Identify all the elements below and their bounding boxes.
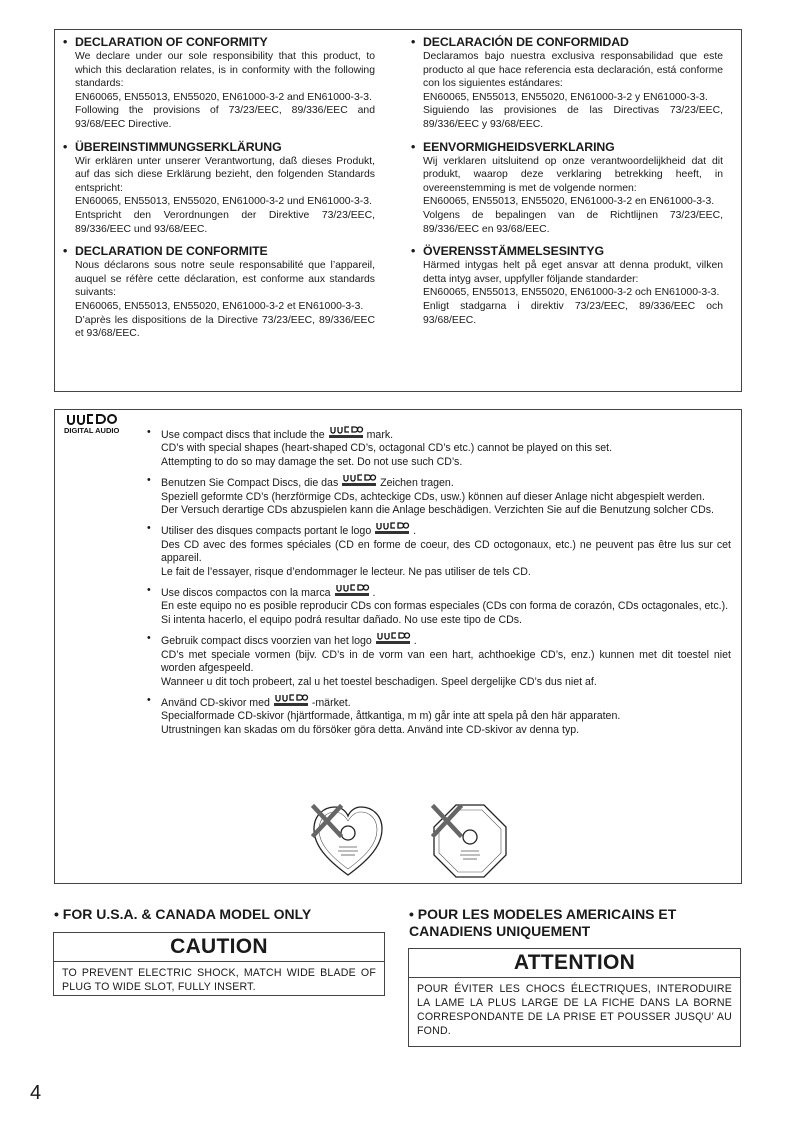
caution-box	[53, 932, 385, 996]
declaration-line: Declaramos bajo nuestra exclusiva responsabilidad que este producto al que hace referencia esta declaración, está conforme con los siguientes estándares:	[423, 51, 723, 90]
declaration-heading	[411, 244, 723, 259]
svg-text:DIGITAL AUDIO: DIGITAL AUDIO	[64, 426, 120, 435]
cd-instruction-detail	[161, 710, 731, 737]
compact-disc-logo-icon	[341, 474, 377, 488]
declaration-column-right	[411, 35, 723, 335]
declaration-line: Entspricht den Verordnungen der Direktive 73/23/EEC, 89/336/EEC und 93/68/EEC.	[75, 209, 375, 235]
declaration-body	[75, 50, 375, 132]
declaration-line: EN60065, EN55013, EN55020, EN61000-3-2 en EN61000-3-3.	[423, 196, 715, 208]
bullet: •	[409, 906, 414, 922]
bullet: •	[411, 35, 416, 49]
cd-instruction-text-after: -märket.	[311, 696, 351, 709]
cd-instruction-item	[147, 474, 731, 517]
american-canadian-heading	[409, 906, 739, 940]
bullet: •	[147, 522, 151, 535]
declaration-body	[75, 259, 375, 341]
declaration-block	[411, 35, 723, 132]
bullet: •	[54, 906, 59, 922]
cd-instruction-detail	[161, 649, 731, 689]
bullet: •	[147, 693, 151, 706]
cd-instruction-lead	[147, 426, 731, 442]
cd-instruction-detail	[161, 442, 731, 469]
cd-instruction-detail	[161, 539, 731, 579]
declaration-body	[423, 259, 723, 327]
cd-instruction-item	[147, 694, 731, 737]
cd-detail-line: Si intenta hacerlo, el equipo podrá resultar dañado. No use este tipo de CDs.	[161, 613, 522, 626]
declaration-line: EN60065, EN55013, EN55020, EN61000-3-2 y EN61000-3-3.	[423, 91, 708, 103]
declaration-line: D’après les dispositions de la Directive 73/23/EEC, 89/336/EEC et 93/68/EEC.	[75, 314, 375, 340]
caution-text: TO PREVENT ELECTRIC SHOCK, MATCH WIDE BLADE OF PLUG TO WIDE SLOT, FULLY INSERT.	[62, 967, 376, 993]
declaration-line: Wir erklären unter unserer Verantwortung, daß dieses Produkt, auf das sich diese Erklärung bezieht, den folgenden Standards entspricht:	[75, 155, 375, 194]
declaration-line: EN60065, EN55013, EN55020, EN61000-3-2 and EN61000-3-3.	[75, 91, 372, 103]
cd-instruction-text: Gebruik compact discs voorzien van het logo	[161, 635, 372, 648]
cd-detail-line: Des CD avec des formes spéciales (CD en forme de coeur, des CD octogonaux, etc.) ne peuvent pas être lus sur cet appareil.	[161, 538, 731, 565]
cd-detail-line: Der Versuch derartige CDs abzuspielen kann die Anlage beschädigen. Verzichten Sie auf die Benutzung solcher CDs.	[161, 504, 714, 517]
declaration-body	[423, 50, 723, 132]
cd-instruction-text-after: .	[372, 587, 376, 600]
cd-detail-line: CD’s with special shapes (heart-shaped CD’s, octagonal CD’s etc.) cannot be played on this set.	[161, 442, 613, 455]
cd-instruction-lead	[147, 584, 731, 600]
declaration-column-left	[63, 35, 375, 349]
cd-detail-line: Le fait de l’essayer, risque d’endommager le lecteur. Ne pas utiliser de tels CD.	[161, 565, 531, 578]
declaration-line: EN60065, EN55013, EN55020, EN61000-3-2 und EN61000-3-3.	[75, 196, 372, 208]
declaration-line: EN60065, EN55013, EN55020, EN61000-3-2 och EN61000-3-3.	[423, 287, 720, 299]
cd-instruction-lead	[147, 632, 731, 648]
compact-disc-logo-icon	[334, 584, 370, 598]
bullet: •	[63, 244, 68, 259]
declaration-block	[63, 35, 375, 132]
octagonal-disc-figure	[430, 801, 510, 881]
cd-instruction-text-after: .	[413, 525, 417, 538]
declaration-line: We declare under our sole responsibility that this product, to which this declaration relates, is in conformity with the following standards:	[75, 51, 375, 90]
declaration-heading-text: DECLARACIÓN DE CONFORMIDAD	[423, 35, 629, 49]
cd-detail-line: CD’s met speciale vormen (bijv. CD’s in de vorm van een hart, achthoekige CD’s, enz.) kunnen met dit toestel niet worden afgespeeld.	[161, 648, 731, 675]
cd-detail-line: Wanneer u dit toch probeert, zal u het toestel beschadigen. Speel dergelijke CD’s dus niet af.	[161, 675, 597, 688]
declaration-line: Härmed intygas helt på eget ansvar att denna produkt, vilken detta intyg avser, uppfyller följande standarder:	[423, 260, 723, 285]
declaration-heading-text: DECLARATION DE CONFORMITE	[75, 244, 268, 259]
bullet: •	[147, 584, 151, 597]
cd-detail-line: Specialformade CD-skivor (hjärtformade, åttkantiga, m m) går inte att spela på den här apparaten.	[161, 710, 621, 723]
declaration-box	[54, 29, 742, 392]
page-number: 4	[30, 1082, 42, 1104]
cd-instruction-lead	[147, 522, 731, 538]
cd-instruction-item	[147, 632, 731, 689]
heart-shaped-disc-figure	[308, 801, 388, 881]
cd-instruction-text: Use compact discs that include the	[161, 429, 325, 441]
declaration-heading-text: DECLARATION OF CONFORMITY	[75, 35, 268, 49]
cd-instruction-item	[147, 426, 731, 469]
declaration-block	[63, 140, 375, 237]
cd-instruction-text-after: mark.	[366, 429, 394, 441]
compact-disc-logo-icon	[374, 522, 410, 536]
compact-disc-logo-icon	[63, 413, 125, 435]
bullet: •	[63, 35, 68, 49]
declaration-body	[423, 155, 723, 237]
compact-disc-logo-icon	[328, 426, 364, 440]
bullet: •	[147, 474, 151, 487]
cd-instruction-item	[147, 522, 731, 579]
cd-instruction-detail	[161, 600, 731, 627]
cd-detail-line: Speziell geformte CD’s (herzförmige CDs, achteckige CDs, usw.) können auf dieser Anlage nicht abgespielt werden.	[161, 490, 705, 503]
declaration-block	[63, 244, 375, 341]
cd-instruction-text: Benutzen Sie Compact Discs, die das	[161, 477, 339, 490]
bullet: •	[63, 139, 68, 154]
bullet: •	[147, 632, 151, 645]
cd-instruction-text: Utiliser des disques compacts portant le logo	[161, 525, 372, 538]
cd-detail-line: En este equipo no es posible reproducir CDs con formas especiales (CDs con forma de corazón, CDs octagonales, etc.).	[161, 600, 729, 613]
attention-text: POUR ÉVITER LES CHOCS ÉLECTRIQUES, INTERODUIRE LA LAME LA PLUS LARGE DE LA FICHE DANS LA BORNE CORRESPONDANTE DE LA PRISE ET POUSSER JUSQU’ AU FOND.	[417, 983, 732, 1037]
declaration-heading-text: ÜBEREINSTIMMUNGSERKLÄRUNG	[75, 139, 282, 154]
declaration-line: Siguiendo las provisiones de las Directivas 73/23/EEC, 89/336/EEC y 93/68/EEC.	[423, 105, 723, 130]
bullet: •	[411, 139, 416, 154]
declaration-block	[411, 140, 723, 237]
cd-instruction-detail	[161, 491, 731, 518]
declaration-line: Enligt stadgarna i direktiv 73/23/EEC, 89/336/EEC och 93/68/EEC.	[423, 300, 723, 326]
declaration-line: Volgens de bepalingen van de Richtlijnen 73/23/EEC, 89/336/EEC en 93/68/EEC.	[423, 209, 723, 235]
cd-detail-line: Attempting to do so may damage the set. Do not use such CD’s.	[161, 455, 463, 468]
declaration-line: EN60065, EN55013, EN55020, EN61000-3-2 et EN61000-3-3.	[75, 300, 364, 312]
declaration-heading	[63, 244, 375, 259]
cd-detail-line: Utrustningen kan skadas om du försöker göra detta. Använd inte CD-skivor av denna typ.	[161, 723, 580, 736]
attention-box	[408, 948, 741, 1047]
declaration-heading	[411, 140, 723, 155]
cd-instruction-item	[147, 584, 731, 627]
declaration-heading-text: ÖVERENSSTÄMMELSESINTYG	[423, 244, 604, 259]
declaration-line: Following the provisions of 73/23/EEC, 89/336/EEC and 93/68/EEC Directive.	[75, 105, 375, 130]
attention-title: ATTENTION	[409, 949, 740, 978]
declaration-heading	[63, 35, 375, 50]
compact-disc-logo-icon	[375, 632, 411, 646]
cd-instruction-lead	[147, 474, 731, 490]
cd-instruction-text-after: .	[413, 635, 417, 648]
bullet: •	[147, 426, 151, 438]
cd-instruction-lead	[147, 694, 731, 710]
cd-instruction-text: Use discos compactos con la marca	[161, 587, 331, 600]
declaration-heading-text: EENVORMIGHEIDSVERKLARING	[423, 139, 615, 154]
cd-instruction-text-after: Zeichen tragen.	[380, 477, 454, 490]
cd-instruction-text: Använd CD-skivor med	[161, 696, 270, 709]
compact-disc-instructions	[147, 426, 731, 742]
bullet: •	[411, 244, 416, 259]
compact-disc-logo-icon	[273, 694, 309, 708]
declaration-line: Wij verklaren uitsluitend op onze verantwoordelijkheid dat dit produkt, waarop deze verklaring betrekking heeft, in overeenstemming is met de volgende normen:	[423, 155, 723, 194]
declaration-heading	[411, 35, 723, 50]
american-canadian-heading-text: POUR LES MODELES AMERICAINS ET CANADIENS UNIQUEMENT	[409, 906, 677, 939]
declaration-block	[411, 244, 723, 327]
declaration-line: Nous déclarons sous notre seule responsabilité que l’appareil, auquel se réfère cette déclaration, est conforme aux standards suivants:	[75, 260, 375, 299]
caution-title: CAUTION	[54, 933, 384, 962]
usa-canada-heading	[54, 906, 394, 923]
declaration-body	[75, 155, 375, 237]
compact-disc-notice-box	[54, 409, 742, 884]
declaration-heading	[63, 140, 375, 155]
usa-canada-heading-text: FOR U.S.A. & CANADA MODEL ONLY	[62, 906, 312, 922]
